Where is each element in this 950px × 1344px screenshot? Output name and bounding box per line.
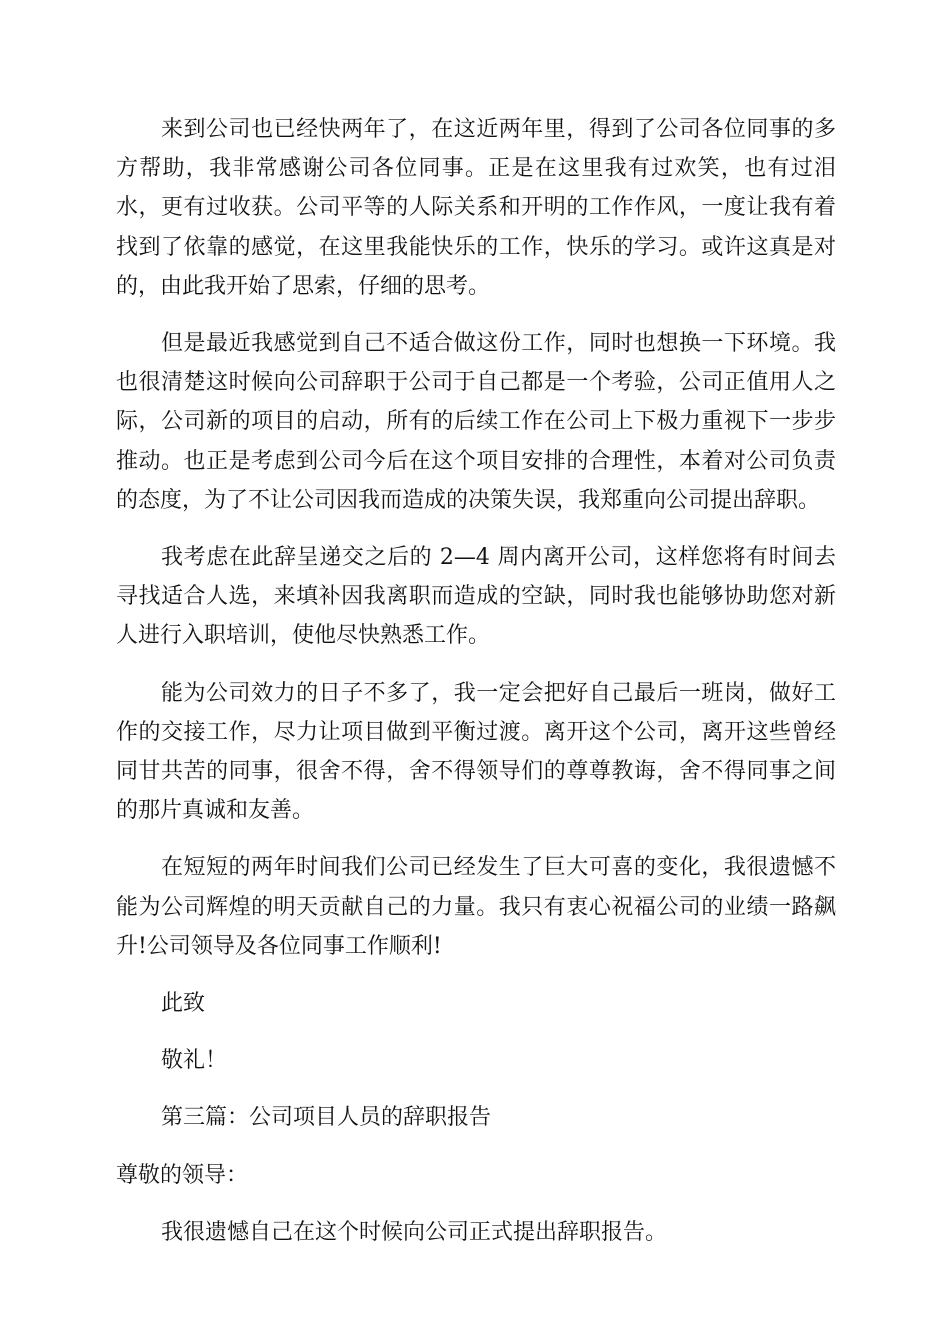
section-title: 第三篇：公司项目人员的辞职报告 (161, 1105, 492, 1131)
body-paragraph: 来到公司也已经快两年了，在这近两年里，得到了公司各位同事的多方帮助，我非常感谢公司各位同事。正是在这里我有过欢笑，也有过泪水，更有过收获。公司平等的人际关系和开明的工作作风，一度让我有着找到了依靠的感觉，在这里我能快乐的工作，快乐的学习。或许这真是对的，由此我开始了思索，仔细的思考。 (116, 117, 836, 299)
document-page (116, 110, 836, 1270)
closing-salute: 敬礼！ (161, 1048, 228, 1074)
closing-line: 此致 (161, 991, 206, 1017)
body-paragraph: 能为公司效力的日子不多了，我一定会把好自己最后一班岗，做好工作的交接工作，尽力让项目做到平衡过渡。离开这个公司，离开这些曾经同甘共苦的同事，很舍不得，舍不得领导们的尊尊教诲，舍不得同事之间的那片真诚和友善。 (116, 680, 836, 824)
body-paragraph: 我考虑在此辞呈递交之后的 2—4 周内离开公司，这样您将有时间去寻找适合人选，来填补因我离职而造成的空缺，同时我也能够协助您对新人进行入职培训，使他尽快熟悉工作。 (116, 545, 836, 649)
salutation: 尊敬的领导： (116, 1162, 249, 1188)
body-paragraph: 在短短的两年时间我们公司已经发生了巨大可喜的变化，我很遗憾不能为公司辉煌的明天贡献自己的力量。我只有衷心祝福公司的业绩一路飙升!公司领导及各位同事工作顺利! (116, 855, 836, 959)
body-paragraph: 但是最近我感觉到自己不适合做这份工作，同时也想换一下环境。我也很清楚这时候向公司辞职于公司于自己都是一个考验，公司正值用人之际，公司新的项目的启动，所有的后续工作在公司上下极力重视下一步步推动。也正是考虑到公司今后在这个项目安排的合理性，本着对公司负责的态度，为了不让公司因我而造成的决策失误，我郑重向公司提出辞职。 (116, 331, 836, 513)
body-paragraph: 我很遗憾自己在这个时候向公司正式提出辞职报告。 (161, 1219, 668, 1245)
